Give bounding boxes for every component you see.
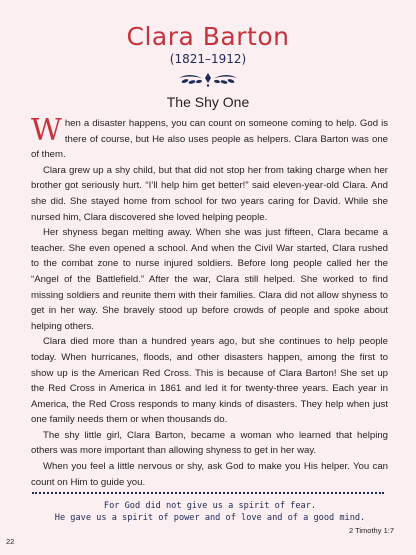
story-paragraph xyxy=(31,113,388,163)
life-dates: (1821–1912) xyxy=(169,52,247,66)
story-subtitle: The Shy One xyxy=(166,94,250,110)
verse-reference: 2 Timothy 1:7 xyxy=(348,526,394,535)
page-title: Clara Barton xyxy=(126,22,290,51)
laurel-divider-icon xyxy=(175,70,241,88)
scripture-verse xyxy=(40,500,380,524)
story-paragraph: Clara died more than a hundred years ago, but she continues to help people today. When hurricanes, floods, and other disasters happen, among the first to show up is the American Red Cross. This is because of Clara Barton! She set up the Red Cross in America in 1861 and led it for twenty-three years. Each year in America, the Red Cross responds to many kinds of disasters. They help when just one family needs them or when thousands do. xyxy=(31,336,388,426)
verse-line: He gave us a spirit of power and of love and of a good mind. xyxy=(54,513,366,523)
verse-line: For God did not give us a spirit of fear. xyxy=(103,501,317,511)
dotted-divider xyxy=(32,492,384,494)
story-paragraph: The shy little girl, Clara Barton, became a woman who learned that helping others was more important than allowing shyness to get in her way. xyxy=(31,429,388,457)
story-paragraph: When you feel a little nervous or shy, ask God to make you His helper. You can count on Him to guide you. xyxy=(31,461,388,488)
drop-cap: W xyxy=(31,113,62,148)
story-paragraph: Her shyness began melting away. When she was just fifteen, Clara became a teacher. She even opened a school. And when the Civil War started, Clara rushed to the combat zone to nurse injured soldiers. Before long people called her the “Angel of the Battlefield.” After the war, Clara still helped. She worked to find missing soldiers and reunite them with their families. Clara did not allow shyness to get in her way. She bravely stood up before crowds of people and spoke about helping others. xyxy=(31,227,388,332)
page-number: 22 xyxy=(6,537,15,546)
story-body xyxy=(31,113,388,490)
story-paragraph: Clara grew up a shy child, but that did not stop her from taking charge when her brother got seriously hurt. “I’ll help him get better!” said eleven-year-old Clara. And she did. She stayed home from school for two years caring for David. While she nursed him, Clara discovered she loved helping people. xyxy=(31,164,388,223)
paragraph-text: hen a disaster happens, you can count on someone coming to help. God is there of course, but He also uses people as helpers. Clara Barton was one of them. xyxy=(31,118,388,161)
